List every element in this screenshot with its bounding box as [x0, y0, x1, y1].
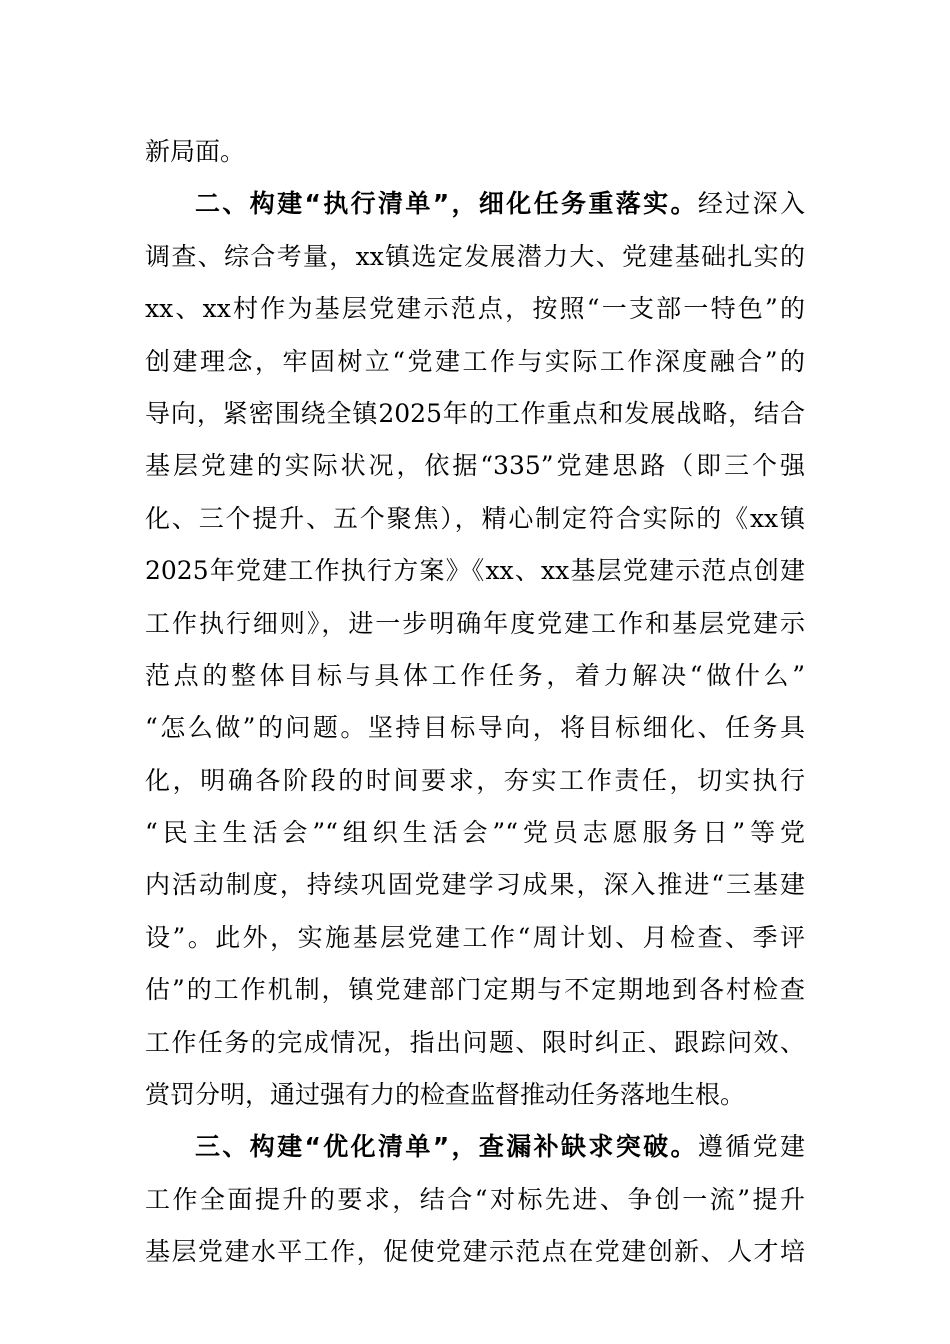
body-text: “怎么做”的问题。坚持目标导向，将目标细化、任务具	[145, 713, 805, 743]
body-text: 2025年党建工作执行方案》《xx、xx基层党建示范点创建	[145, 556, 805, 586]
section-heading-line	[145, 178, 805, 230]
body-line	[145, 1017, 805, 1069]
body-line	[145, 598, 805, 650]
body-line	[145, 702, 805, 754]
body-line	[145, 440, 805, 492]
body-text: 基层党建的实际状况，依据“335”党建思路（即三个强	[145, 451, 805, 481]
body-text: 经过深入	[697, 189, 805, 219]
body-line	[145, 1174, 805, 1226]
body-line	[145, 1226, 805, 1278]
body-text: 新局面。	[145, 137, 246, 166]
body-line	[145, 912, 805, 964]
body-line	[145, 859, 805, 911]
section-heading-2: 二、构建“执行清单”，细化任务重落实。	[195, 189, 698, 219]
body-line	[145, 545, 805, 597]
body-text: 范点的整体目标与具体工作任务，着力解决“做什么”	[145, 660, 805, 690]
body-text: 调查、综合考量，xx镇选定发展潜力大、党建基础扎实的	[145, 241, 805, 271]
body-line	[145, 493, 805, 545]
body-text: 导向，紧密围绕全镇2025年的工作重点和发展战略，结合	[145, 398, 805, 428]
body-line	[145, 126, 805, 178]
body-line	[145, 336, 805, 388]
body-text: 内活动制度，持续巩固党建学习成果，深入推进“三基建	[145, 870, 805, 900]
body-text: 化，明确各阶段的时间要求，夯实工作责任，切实执行	[145, 765, 805, 795]
body-text: xx、xx村作为基层党建示范点，按照“一支部一特色”的	[145, 294, 805, 324]
body-text: 估”的工作机制，镇党建部门定期与不定期地到各村检查	[145, 975, 805, 1005]
body-line	[145, 964, 805, 1016]
body-text: 遵循党建	[697, 1132, 805, 1162]
body-text: “民主生活会”“组织生活会”“党员志愿服务日”等党	[145, 818, 805, 848]
body-line	[145, 650, 805, 702]
body-line	[145, 1069, 805, 1121]
body-text: 工作任务的完成情况，指出问题、限时纠正、跟踪问效、	[145, 1027, 805, 1057]
body-line	[145, 807, 805, 859]
body-line	[145, 231, 805, 283]
body-text: 设”。此外，实施基层党建工作“周计划、月检查、季评	[145, 922, 805, 952]
body-line	[145, 755, 805, 807]
section-heading-3: 三、构建“优化清单”，查漏补缺求突破。	[195, 1132, 698, 1162]
body-text: 工作执行细则》，进一步明确年度党建工作和基层党建示	[145, 608, 805, 638]
body-text: 化、三个提升、五个聚焦），精心制定符合实际的《xx镇	[145, 503, 805, 533]
section-heading-line	[145, 1121, 805, 1173]
body-line	[145, 283, 805, 335]
body-line	[145, 388, 805, 440]
body-text: 基层党建水平工作，促使党建示范点在党建创新、人才培	[145, 1237, 805, 1267]
body-text: 工作全面提升的要求，结合“对标先进、争创一流”提升	[145, 1184, 805, 1214]
body-text: 赏罚分明，通过强有力的检查监督推动任务落地生根。	[145, 1080, 746, 1110]
document-body	[145, 126, 805, 1279]
body-text: 创建理念，牢固树立“党建工作与实际工作深度融合”的	[145, 346, 805, 376]
